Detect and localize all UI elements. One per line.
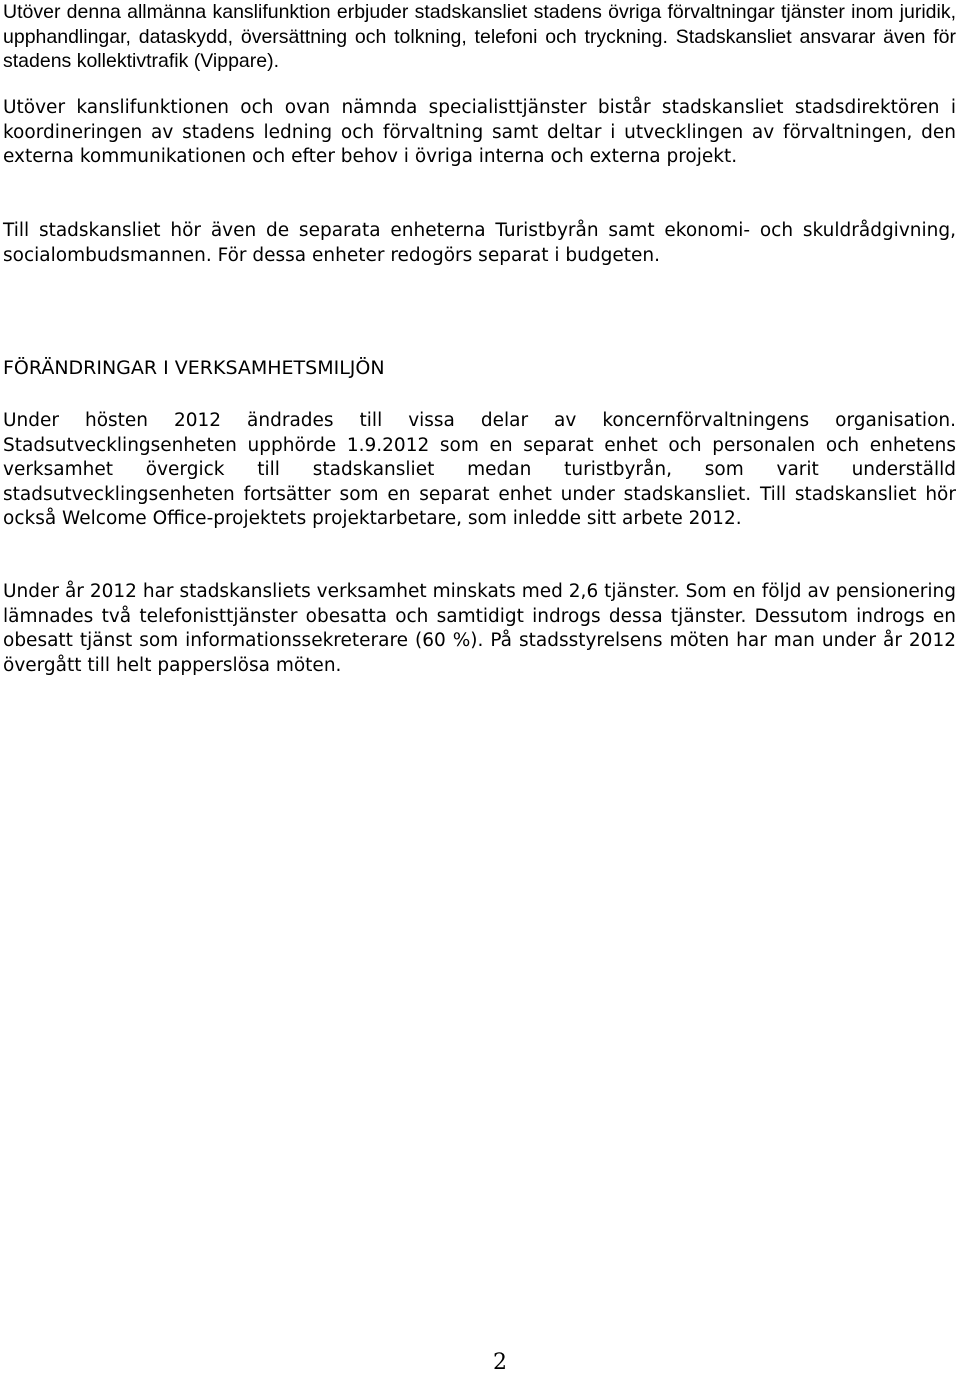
page-number: 2 bbox=[493, 1350, 507, 1375]
paragraph-organisation-changes: Under hösten 2012 ändrades till vissa delar av koncernförvaltningens organisation. Stadsutvecklingsenheten upphörde 1.9.2012 som en separat enhet och personalen och enhetens verksamhet övergick till stadskansliet medan turistbyrån, som varit underställd stadsutvecklingsenheten fortsätter som en separat enhet under stadskansliet. Till stadskansliet hör också Welcome Office-projektets projektarbetare, som inledde sitt arbete 2012. bbox=[3, 410, 956, 530]
paragraph-specialist-services: Utöver kanslifunktionen och ovan nämnda specialisttjänster bistår stadskansliet stadsdirektören i koordineringen av stadens ledning och förvaltning samt deltar i utvecklingen av förvaltningen, den externa kommunikationen och efter behov i övriga interna och externa projekt. bbox=[3, 97, 956, 168]
section-heading: FÖRÄNDRINGAR I VERKSAMHETSMILJÖN bbox=[3, 357, 385, 379]
paragraph-intro: Utöver denna allmänna kanslifunktion erbjuder stadskansliet stadens övriga förvaltningar tjänster inom juridik, upphandlingar, dataskydd, översättning och tolkning, telefoni och tryckning. Stadskansliet ansvarar även för stadens kollektivtrafik (Vippare). bbox=[3, 1, 956, 73]
paragraph-separate-units: Till stadskansliet hör även de separata enheterna Turistbyrån samt ekonomi- och skuldrådgivning, socialombudsmannen. För dessa enheter redogörs separat i budgeten. bbox=[3, 220, 956, 266]
paragraph-staff-reduction: Under år 2012 har stadskansliets verksamhet minskats med 2,6 tjänster. Som en följd av pensionering lämnades två telefonisttjänster obesatta och samtidigt indrogs dessa tjänster. Dessutom indrogs en obesatt tjänst som informationssekreterare (60 %). På stadsstyrelsens möten har man under år 2012 övergått till helt papperslösa möten. bbox=[3, 581, 956, 676]
